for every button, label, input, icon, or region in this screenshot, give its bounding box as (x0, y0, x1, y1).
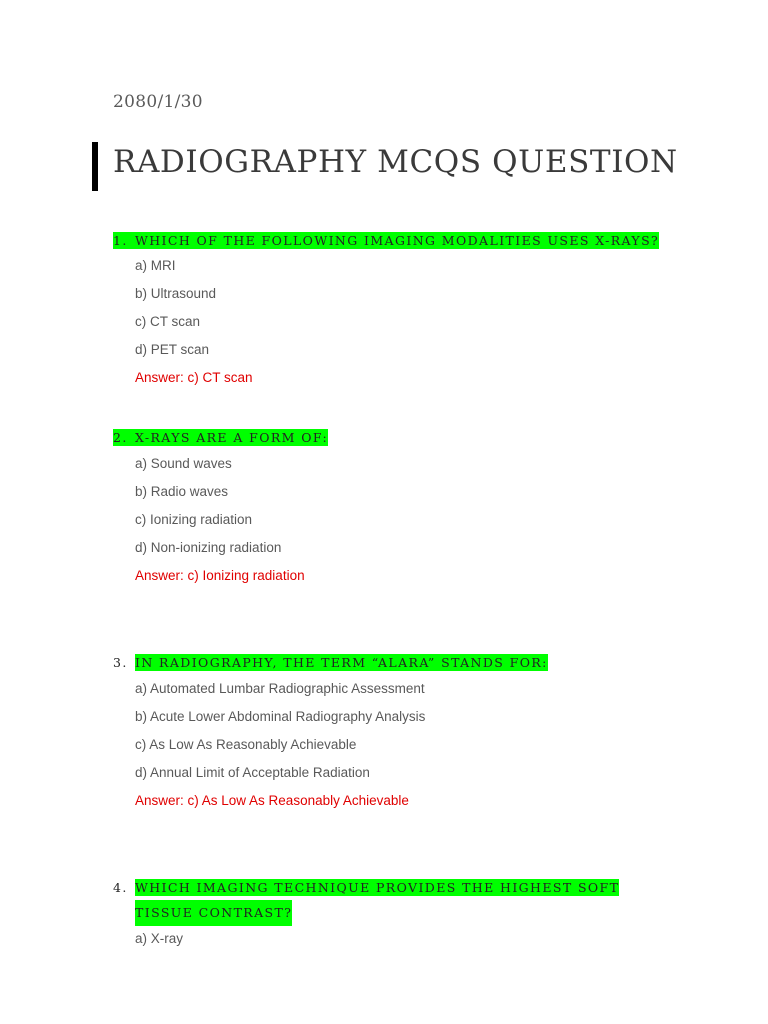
question-2-number: 2. (113, 430, 128, 445)
question-2-option-a: a) Sound waves (135, 456, 232, 471)
question-2-text: X-RAYS ARE A FORM OF: (135, 430, 329, 445)
question-3-option-a: a) Automated Lumbar Radiographic Assessment (135, 681, 425, 696)
question-4-text-line2: TISSUE CONTRAST? (135, 900, 292, 926)
question-2-option-b: b) Radio waves (135, 484, 229, 499)
question-3 (113, 651, 548, 675)
question-4-number: 4. (113, 880, 128, 895)
question-1-option-a: a) MRI (135, 258, 176, 273)
question-2-option-c: c) Ionizing radiation (135, 512, 253, 527)
page-title: RADIOGRAPHY MCQS QUESTION (113, 144, 678, 180)
question-3-option-d: d) Annual Limit of Acceptable Radiation (135, 765, 370, 780)
question-1-number: 1. (113, 233, 128, 248)
question-4 (113, 876, 619, 926)
question-1-option-d: d) PET scan (135, 342, 210, 357)
question-1-text: WHICH OF THE FOLLOWING IMAGING MODALITIES USES X-RAYS? (135, 233, 660, 248)
question-3-number: 3. (113, 655, 128, 670)
date-label: 2080/1/30 (113, 92, 203, 112)
question-4-text-line1: WHICH IMAGING TECHNIQUE PROVIDES THE HIGHEST SOFT (135, 880, 620, 895)
question-1-answer: Answer: c) CT scan (135, 370, 253, 385)
question-2 (113, 426, 328, 450)
question-1-option-b: b) Ultrasound (135, 286, 217, 301)
question-3-text: IN RADIOGRAPHY, THE TERM “ALARA” STANDS FOR: (135, 655, 548, 670)
title-accent-bar (92, 142, 98, 191)
question-4-option-a: a) X-ray (135, 931, 184, 946)
question-1 (113, 229, 659, 253)
question-2-answer: Answer: c) Ionizing radiation (135, 568, 305, 583)
question-3-option-b: b) Acute Lower Abdominal Radiography Analysis (135, 709, 426, 724)
question-2-option-d: d) Non-ionizing radiation (135, 540, 282, 555)
question-1-option-c: c) CT scan (135, 314, 201, 329)
question-3-answer: Answer: c) As Low As Reasonably Achievable (135, 793, 409, 808)
question-3-option-c: c) As Low As Reasonably Achievable (135, 737, 357, 752)
